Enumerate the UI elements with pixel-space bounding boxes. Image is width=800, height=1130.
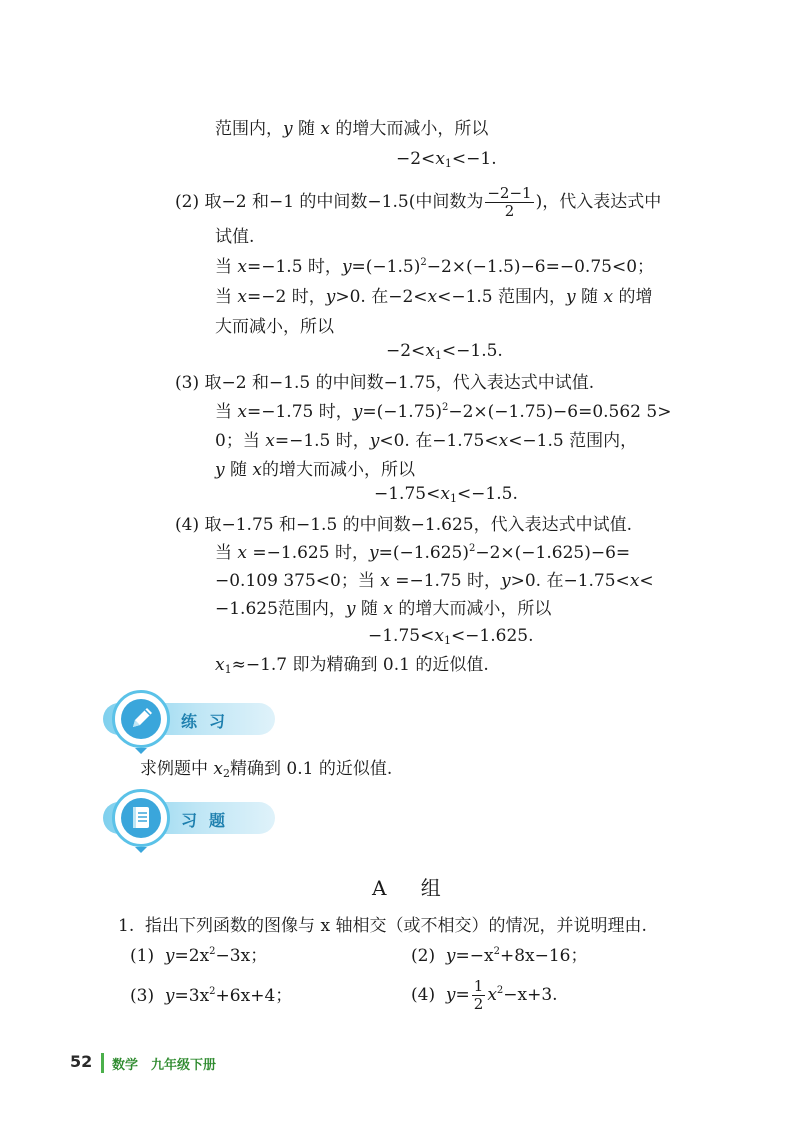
exercise-badge — [112, 789, 170, 847]
pencil-icon — [121, 699, 161, 739]
page-number: 52 — [70, 1052, 93, 1071]
inequality-line: $-1.75<x_1<-1.625$. — [368, 626, 534, 647]
badge-pointer — [135, 847, 147, 853]
sub-question: (3) $y=3x^2+6x+4$； — [130, 986, 293, 1006]
fraction: $\frac{1}{2}$ — [473, 977, 484, 1013]
text-line: 当 x=−1.5 时，$y=(-1.5)^2-2\times(-1.5)-6=-0.75<0$； — [215, 257, 655, 277]
text-line: 范围内，y 随 x 的增大而减小，所以 — [215, 119, 489, 139]
text-line: y 随 x的增大而减小，所以 — [215, 460, 416, 480]
notebook-icon — [121, 798, 161, 838]
text-line: −1.625范围内，y 随 x 的增大而减小，所以 — [215, 599, 552, 619]
conclusion-line: $x_1\approx-1.7$ 即为精确到 0.1 的近似值. — [215, 655, 489, 676]
text-line: −0.109 375<0；当 x =−1.75 时，y>0. 在−1.75<x< — [215, 571, 654, 591]
badge-pointer — [135, 748, 147, 754]
practice-badge — [112, 690, 170, 748]
book-title: 数学 九年级下册 — [112, 1058, 217, 1073]
question-1: 1. 指出下列函数的图像与 x 轴相交（或不相交）的情况，并说明理由. — [118, 916, 647, 936]
inequality-line: $-1.75<x_1<-1.5$. — [374, 484, 518, 505]
sub-question: (4) y= $\frac{1}{2}$ $x^2-x+3$. — [411, 977, 558, 1013]
text-line: 当 x =−1.625 时，$y=(-1.625)^2-2\times(-1.625)-6=$ — [215, 543, 631, 563]
text-line: 大而减小，所以 — [215, 317, 334, 337]
text-line: 0；当 x=−1.5 时，y<0. 在−1.75<x<−1.5 范围内， — [215, 431, 638, 451]
inequality-line: $-2<x_1<-1.5$. — [386, 341, 503, 362]
text-line: 试值. — [215, 227, 255, 247]
step-4-line: (4) 取−1.75 和−1.5 的中间数−1.625，代入表达式中试值. — [175, 515, 632, 535]
sub-question: (1) $y=2x^2-3x$； — [130, 946, 268, 966]
text-line: 当 x=−2 时，y>0. 在−2<x<−1.5 范围内，y 随 x 的增 — [215, 287, 653, 307]
inequality-line: $-2<x_1<-1$. — [396, 149, 497, 170]
step-3-line: (3) 取−2 和−1.5 的中间数−1.75，代入表达式中试值. — [175, 373, 595, 393]
group-heading: A 组 — [372, 876, 455, 900]
text-line: 当 x=−1.75 时，$y=(-1.75)^2-2\times(-1.75)-6=0.562$ 5> — [215, 402, 672, 422]
fraction: $\frac{-2-1}{2}$ — [487, 184, 532, 220]
step-2-line: (2) 取−2 和−1 的中间数−1.5(中间数为 $\frac{-2-1}{2}$ )，代入表达式中 — [175, 184, 662, 220]
practice-question: 求例题中 $x_2$精确到 0.1 的近似值. — [140, 759, 393, 780]
exercise-title: 习题 — [181, 811, 238, 830]
practice-title: 练习 — [181, 712, 238, 731]
sub-question: (2) $y=-x^2+8x-16$； — [411, 946, 588, 966]
footer-divider — [101, 1053, 104, 1073]
